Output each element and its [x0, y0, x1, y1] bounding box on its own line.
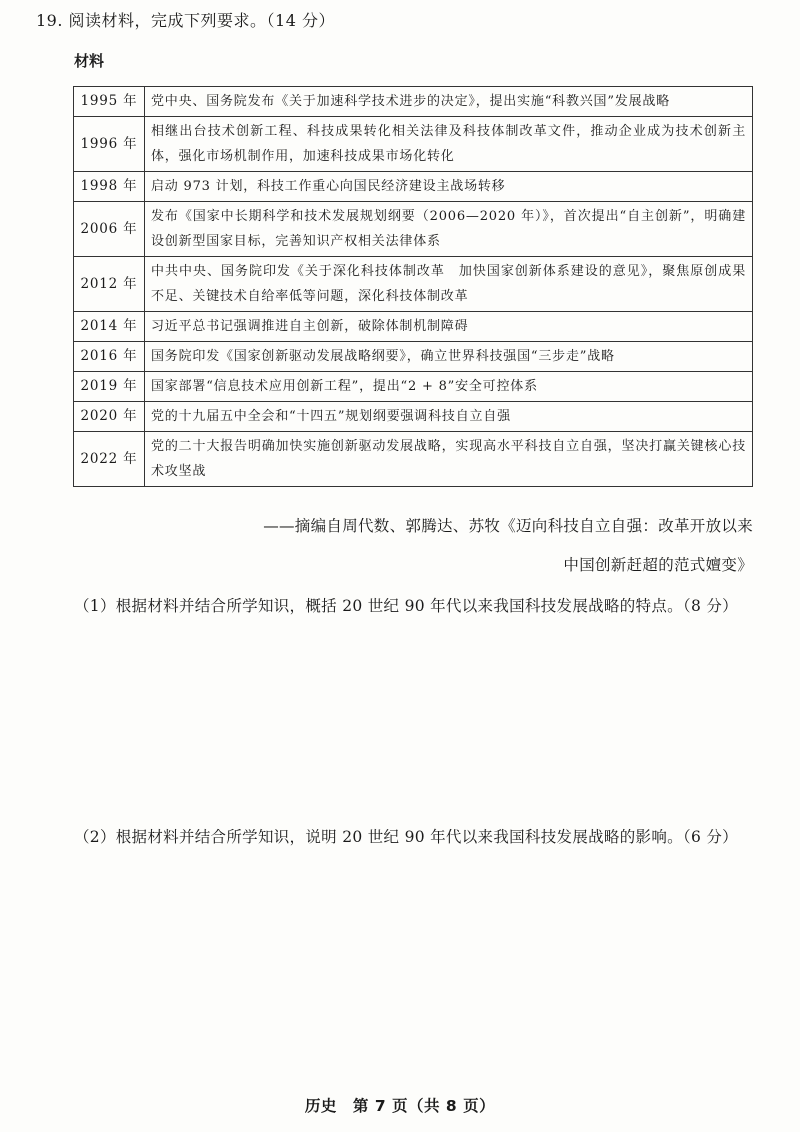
event-cell: 国务院印发《国家创新驱动发展战略纲要》，确立世界科技强国“三步走”战略	[145, 342, 753, 372]
material-label: 材料	[74, 52, 105, 70]
table-row	[74, 402, 753, 432]
year-cell: 2014 年	[74, 312, 145, 342]
year-cell: 2020 年	[74, 402, 145, 432]
citation-line-2: 中国创新赶超的范式嬗变》	[563, 556, 753, 574]
citation-line-1: ——摘编自周代数、郭腾达、苏牧《迈向科技自立自强：改革开放以来	[263, 517, 753, 535]
event-cell: 启动 973 计划，科技工作重心向国民经济建设主战场转移	[145, 172, 753, 202]
year-cell: 2012 年	[74, 257, 145, 312]
year-cell: 1996 年	[74, 117, 145, 172]
table-row	[74, 87, 753, 117]
year-cell: 2019 年	[74, 372, 145, 402]
event-cell: 发布《国家中长期科学和技术发展规划纲要（2006—2020 年）》，首次提出“自主创新”，明确建设创新型国家目标，完善知识产权相关法律体系	[145, 202, 753, 257]
table-row	[74, 372, 753, 402]
table-row	[74, 202, 753, 257]
year-cell: 1998 年	[74, 172, 145, 202]
year-cell: 2016 年	[74, 342, 145, 372]
sub-question-2: （2）根据材料并结合所学知识，说明 20 世纪 90 年代以来我国科技发展战略的影响。（6 分）	[74, 828, 738, 846]
event-cell: 国家部署“信息技术应用创新工程”，提出“2 + 8”安全可控体系	[145, 372, 753, 402]
event-cell: 习近平总书记强调推进自主创新，破除体制机制障碍	[145, 312, 753, 342]
year-cell: 2022 年	[74, 432, 145, 487]
event-cell: 相继出台技术创新工程、科技成果转化相关法律及科技体制改革文件，推动企业成为技术创新主体，强化市场机制作用，加速科技成果市场化转化	[145, 117, 753, 172]
event-cell: 党中央、国务院发布《关于加速科学技术进步的决定》，提出实施“科教兴国”发展战略	[145, 87, 753, 117]
table-row	[74, 342, 753, 372]
year-cell: 2006 年	[74, 202, 145, 257]
event-cell: 党的二十大报告明确加快实施创新驱动发展战略，实现高水平科技自立自强，坚决打赢关键核心技术攻坚战	[145, 432, 753, 487]
material-table	[73, 86, 753, 487]
table-row	[74, 312, 753, 342]
year-cell: 1995 年	[74, 87, 145, 117]
table-row	[74, 117, 753, 172]
question-header: 19. 阅读材料，完成下列要求。（14 分）	[36, 11, 335, 30]
page-footer: 历史 第 7 页（共 8 页）	[304, 1097, 496, 1115]
table-row	[74, 257, 753, 312]
event-cell: 中共中央、国务院印发《关于深化科技体制改革 加快国家创新体系建设的意见》，聚焦原创成果不足、关键技术自给率低等问题，深化科技体制改革	[145, 257, 753, 312]
event-cell: 党的十九届五中全会和“十四五”规划纲要强调科技自立自强	[145, 402, 753, 432]
table-row	[74, 172, 753, 202]
table-row	[74, 432, 753, 487]
sub-question-1: （1）根据材料并结合所学知识，概括 20 世纪 90 年代以来我国科技发展战略的特点。（8 分）	[74, 597, 738, 615]
